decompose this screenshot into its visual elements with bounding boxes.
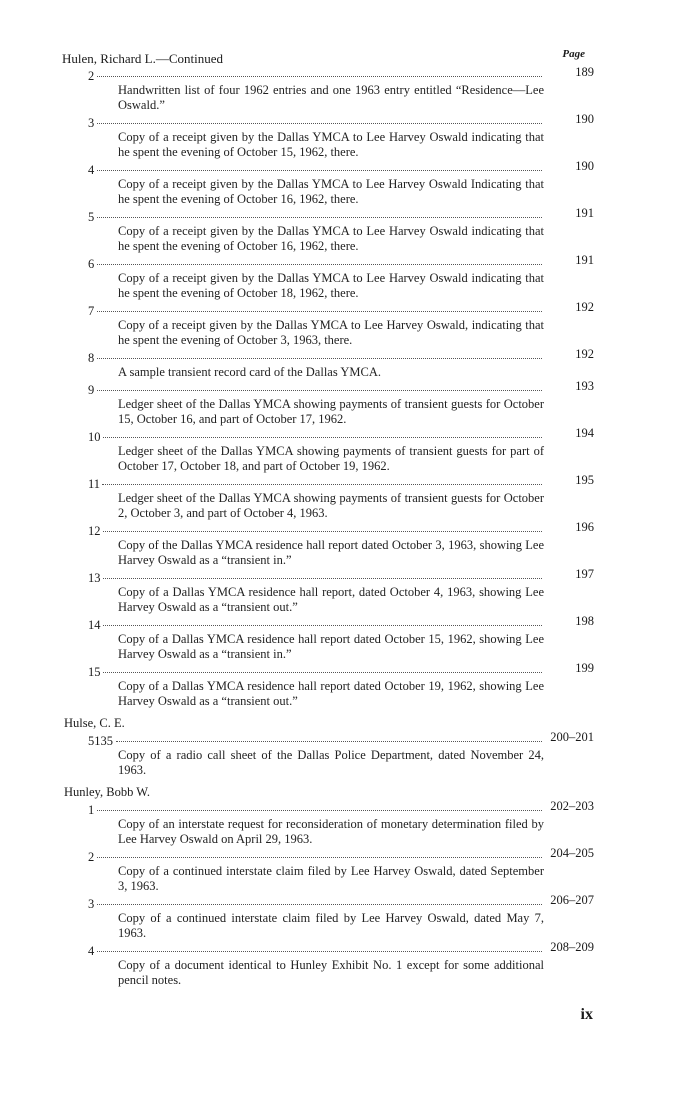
exhibit-line bbox=[62, 732, 594, 747]
exhibit-number: 11 bbox=[88, 477, 101, 491]
exhibit-line bbox=[62, 895, 594, 910]
exhibit-entry bbox=[62, 114, 594, 160]
exhibit-number: 9 bbox=[88, 383, 95, 397]
witness-group bbox=[62, 785, 594, 988]
exhibit-line bbox=[62, 161, 594, 176]
exhibit-number: 8 bbox=[88, 351, 95, 365]
dot-leader bbox=[95, 264, 542, 265]
dot-leader bbox=[95, 76, 542, 77]
exhibit-number: 4 bbox=[88, 944, 95, 958]
page-reference: 202–203 bbox=[550, 799, 594, 813]
exhibit-description: Copy of a Dallas YMCA residence hall report, dated October 4, 1963, showing Lee Harvey Oswald as a “transient out.” bbox=[118, 585, 544, 614]
exhibit-line bbox=[62, 349, 594, 364]
exhibit-entry bbox=[62, 255, 594, 301]
page-reference: 190 bbox=[575, 159, 594, 173]
exhibit-line bbox=[62, 801, 594, 816]
exhibit-description: Handwritten list of four 1962 entries and one 1963 entry entitled “Residence—Lee Oswald.” bbox=[118, 83, 544, 112]
exhibit-number: 10 bbox=[88, 430, 101, 444]
exhibit-entry bbox=[62, 208, 594, 254]
page-reference: 192 bbox=[575, 347, 594, 361]
exhibit-description: Copy of a continued interstate claim filed by Lee Harvey Oswald, dated September 3, 1963. bbox=[118, 864, 544, 893]
exhibit-description: A sample transient record card of the Dallas YMCA. bbox=[118, 365, 382, 379]
dot-leader bbox=[95, 311, 542, 312]
exhibit-entry bbox=[62, 522, 594, 568]
dot-leader bbox=[95, 951, 542, 952]
exhibit-description: Copy of a receipt given by the Dallas YMCA to Lee Harvey Oswald, indicating that he spent the evening of October 3, 1963, there. bbox=[118, 318, 544, 347]
exhibit-description: Ledger sheet of the Dallas YMCA showing payments of transient guests for October 2, October 3, and part of October 4, 1963. bbox=[118, 491, 544, 520]
exhibit-number: 2 bbox=[88, 69, 95, 83]
page-reference: 204–205 bbox=[550, 846, 594, 860]
dot-leader bbox=[95, 857, 542, 858]
dot-leader bbox=[102, 578, 542, 579]
dot-leader bbox=[95, 170, 542, 171]
dot-leader bbox=[95, 123, 542, 124]
page-reference: 198 bbox=[575, 614, 594, 628]
exhibit-line bbox=[62, 381, 594, 396]
page-reference: 189 bbox=[575, 65, 594, 79]
exhibit-line bbox=[62, 67, 594, 82]
exhibit-entry bbox=[62, 848, 594, 894]
dot-leader bbox=[116, 741, 542, 742]
exhibit-line bbox=[62, 522, 594, 537]
page-reference: 197 bbox=[575, 567, 594, 581]
exhibit-entry bbox=[62, 381, 594, 427]
dot-leader bbox=[95, 390, 542, 391]
witness-name: Hunley, Bobb W. bbox=[64, 785, 150, 799]
dot-leader bbox=[102, 672, 542, 673]
exhibit-description: Copy of a Dallas YMCA residence hall report dated October 19, 1962, showing Lee Harvey Oswald as a “transient out.” bbox=[118, 679, 544, 708]
dot-leader bbox=[102, 625, 542, 626]
exhibit-description: Copy of a radio call sheet of the Dallas Police Department, dated November 24, 1963. bbox=[118, 748, 544, 777]
page-reference: 196 bbox=[575, 520, 594, 534]
exhibit-entry bbox=[62, 569, 594, 615]
exhibit-line bbox=[62, 475, 594, 490]
page-reference: 191 bbox=[575, 253, 594, 267]
exhibit-entry bbox=[62, 161, 594, 207]
running-header: Hulen, Richard L.—Continued bbox=[62, 51, 224, 66]
exhibit-line bbox=[62, 848, 594, 863]
exhibit-number: 6 bbox=[88, 257, 95, 271]
exhibit-line bbox=[62, 569, 594, 584]
dot-leader bbox=[102, 531, 542, 532]
page-reference: 206–207 bbox=[550, 893, 594, 907]
dot-leader bbox=[95, 358, 542, 359]
exhibit-entry bbox=[62, 942, 594, 988]
page-reference: 195 bbox=[575, 473, 594, 487]
dot-leader bbox=[102, 437, 542, 438]
exhibit-number: 1 bbox=[88, 803, 95, 817]
exhibit-line bbox=[62, 255, 594, 270]
exhibit-line bbox=[62, 114, 594, 129]
exhibit-description: Copy of a document identical to Hunley Exhibit No. 1 except for some additional pencil notes. bbox=[118, 958, 544, 987]
exhibit-number: 4 bbox=[88, 163, 95, 177]
exhibit-entry bbox=[62, 895, 594, 941]
exhibit-number: 2 bbox=[88, 850, 95, 864]
exhibit-number: 7 bbox=[88, 304, 95, 318]
exhibit-entry bbox=[62, 663, 594, 709]
exhibit-description: Copy of the Dallas YMCA residence hall report dated October 3, 1963, showing Lee Harvey Oswald as a “transient in.” bbox=[118, 538, 544, 567]
exhibit-description: Copy of a continued interstate claim filed by Lee Harvey Oswald, dated May 7, 1963. bbox=[118, 911, 544, 940]
page-reference: 200–201 bbox=[550, 730, 594, 744]
exhibit-number: 14 bbox=[88, 618, 101, 632]
page-reference: 208–209 bbox=[550, 940, 594, 954]
page-column-label: Page bbox=[562, 48, 585, 60]
exhibit-entry bbox=[62, 67, 594, 113]
exhibit-number: 5 bbox=[88, 210, 95, 224]
exhibit-description: Copy of a receipt given by the Dallas YMCA to Lee Harvey Oswald indicating that he spent the evening of October 18, 1962, there. bbox=[118, 271, 544, 300]
exhibit-line bbox=[62, 428, 594, 443]
page-reference: 190 bbox=[575, 112, 594, 126]
exhibit-description: Copy of a receipt given by the Dallas YMCA to Lee Harvey Oswald Indicating that he spent the evening of October 16, 1962, there. bbox=[118, 177, 544, 206]
exhibit-entry bbox=[62, 302, 594, 348]
exhibit-number: 12 bbox=[88, 524, 101, 538]
exhibit-description: Ledger sheet of the Dallas YMCA showing payments of transient guests for part of October 17, October 18, and part of October 19, 1962. bbox=[118, 444, 544, 473]
exhibit-line bbox=[62, 663, 594, 678]
exhibit-entry bbox=[62, 349, 594, 380]
page-folio: ix bbox=[580, 1006, 593, 1023]
exhibit-entry bbox=[62, 428, 594, 474]
exhibit-line bbox=[62, 302, 594, 317]
exhibit-entry bbox=[62, 616, 594, 662]
exhibit-number: 3 bbox=[88, 897, 95, 911]
dot-leader bbox=[95, 904, 542, 905]
witness-group bbox=[62, 67, 594, 709]
exhibit-number: 5135 bbox=[88, 734, 113, 748]
exhibit-description: Copy of a Dallas YMCA residence hall report dated October 15, 1962, showing Lee Harvey Oswald as a “transient in.” bbox=[118, 632, 544, 661]
exhibit-entry bbox=[62, 475, 594, 521]
exhibit-number: 13 bbox=[88, 571, 101, 585]
page-reference: 193 bbox=[575, 379, 594, 393]
exhibit-line bbox=[62, 942, 594, 957]
exhibit-entry bbox=[62, 732, 594, 778]
dot-leader bbox=[95, 217, 542, 218]
dot-leader bbox=[102, 484, 542, 485]
page-reference: 194 bbox=[575, 426, 594, 440]
dot-leader bbox=[95, 810, 542, 811]
exhibit-line bbox=[62, 616, 594, 631]
exhibit-description: Copy of a receipt given by the Dallas YMCA to Lee Harvey Oswald indicating that he spent the evening of October 16, 1962, there. bbox=[118, 224, 544, 253]
page-reference: 199 bbox=[575, 661, 594, 675]
page-reference: 191 bbox=[575, 206, 594, 220]
witness-name: Hulse, C. E. bbox=[64, 716, 125, 730]
page-reference: 192 bbox=[575, 300, 594, 314]
exhibit-line bbox=[62, 208, 594, 223]
witness-group bbox=[62, 716, 594, 778]
exhibit-description: Copy of an interstate request for reconsideration of monetary determination filed by Lee Harvey Oswald on April 29, 1963. bbox=[118, 817, 544, 846]
exhibit-number: 3 bbox=[88, 116, 95, 130]
exhibit-description: Copy of a receipt given by the Dallas YMCA to Lee Harvey Oswald indicating that he spent the evening of October 15, 1962, there. bbox=[118, 130, 544, 159]
exhibit-index bbox=[62, 67, 594, 989]
exhibit-description: Ledger sheet of the Dallas YMCA showing payments of transient guests for October 15, October 16, and part of October 17, 1962. bbox=[118, 397, 544, 426]
exhibit-entry bbox=[62, 801, 594, 847]
exhibit-number: 15 bbox=[88, 665, 101, 679]
